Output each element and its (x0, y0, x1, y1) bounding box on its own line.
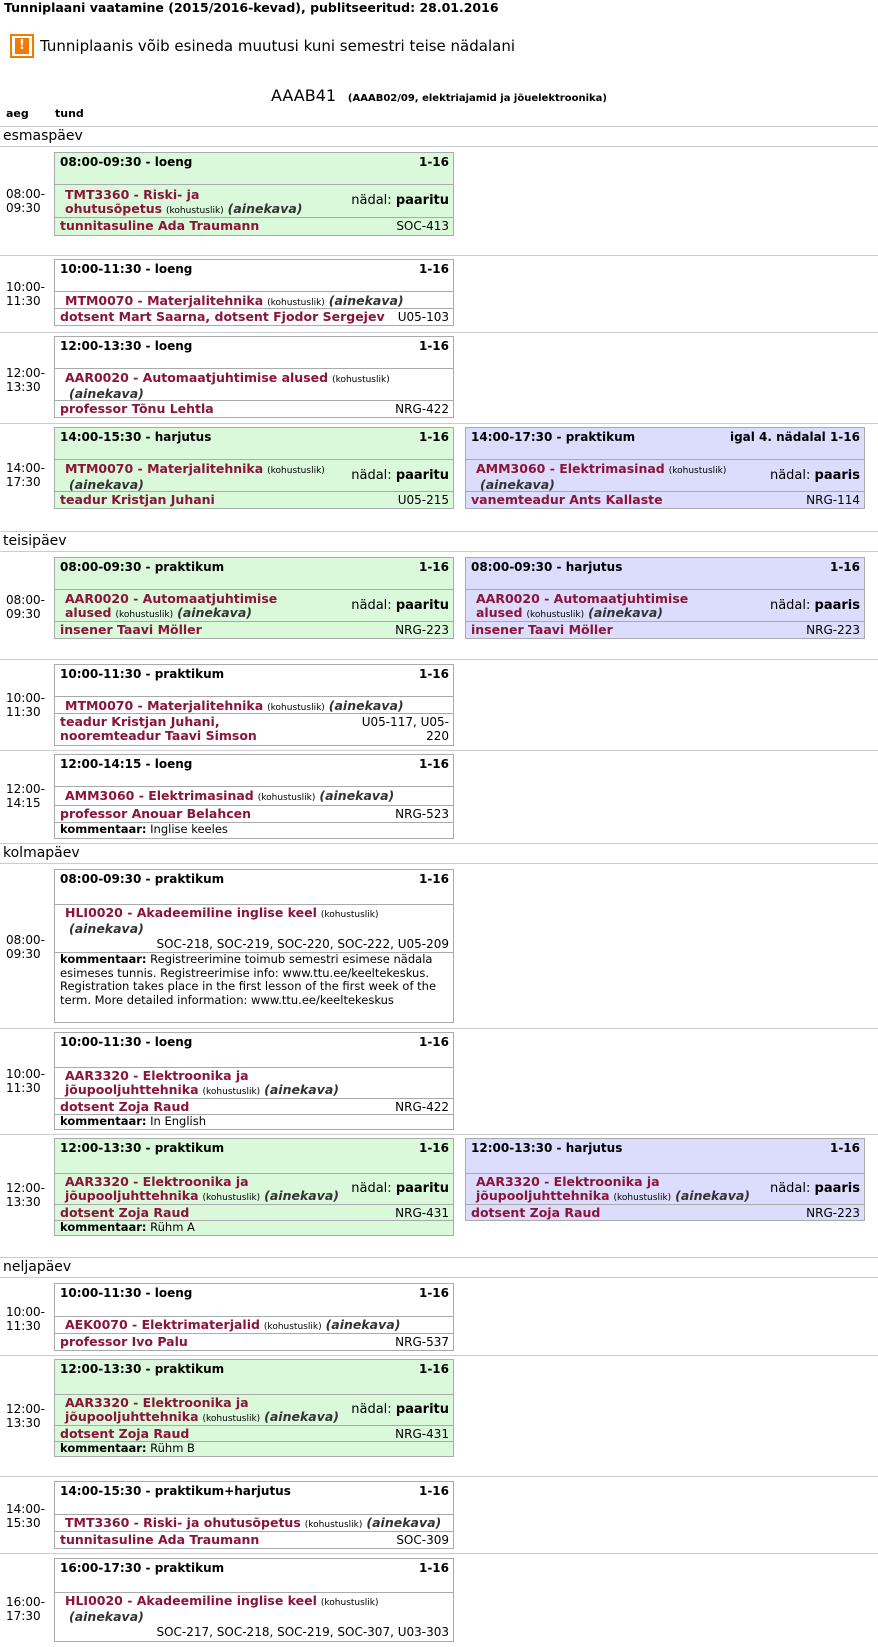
course-name: AAR3320 - Elektroonika ja jõupooljuhttehnika (kohustuslik) (ainekava) (65, 1395, 340, 1424)
lesson-card[interactable] (54, 664, 454, 746)
teacher-link[interactable]: dotsent Zoja Raud (60, 1426, 190, 1441)
course-name: MTM0070 - Materjalitehnika (kohustuslik) (ainekava) (65, 698, 404, 713)
lesson-card[interactable] (54, 1481, 454, 1549)
course-name: AAR3320 - Elektroonika ja jõupooljuhttehnika (kohustuslik) (ainekava) (65, 1068, 340, 1097)
room: SOC-218, SOC-219, SOC-220, SOC-222, U05-209 (156, 937, 449, 951)
course-plan-link[interactable]: (ainekava) (177, 605, 252, 620)
lesson-time-type: 10:00-11:30 - praktikum (60, 667, 225, 681)
week-parity: nädal: paaritu (351, 193, 449, 208)
lesson-time-type: 08:00-09:30 - loeng (60, 155, 193, 169)
course-link[interactable]: AMM3060 - Elektrimasinad (476, 461, 665, 476)
time-slot: 12:00- 13:30 (6, 1402, 45, 1430)
lesson-card[interactable] (465, 557, 865, 639)
course-plan-link[interactable]: (ainekava) (264, 1409, 340, 1424)
day-header-tuesday (0, 531, 878, 552)
lesson-weeks: 1-16 (418, 430, 449, 444)
room: NRG-523 (395, 807, 449, 821)
lesson-card[interactable] (54, 557, 454, 639)
course-plan-link[interactable]: (ainekava) (68, 386, 144, 401)
lesson-time-type: 08:00-09:30 - harjutus (471, 560, 623, 574)
course-plan-link[interactable]: (ainekava) (319, 788, 395, 803)
lesson-time-type: 16:00-17:30 - praktikum (60, 1561, 225, 1575)
day-label: esmaspäev (3, 128, 83, 144)
lesson-weeks: 1-16 (829, 1141, 860, 1155)
course-link[interactable]: AAR3320 - Elektroonika ja (476, 1174, 660, 1189)
course-plan-link[interactable]: (ainekava) (325, 1317, 401, 1332)
lesson-weeks: 1-16 (418, 1484, 449, 1498)
day-label: neljapäev (3, 1259, 72, 1275)
time-slot: 10:00- 11:30 (6, 691, 45, 719)
time-slot: 12:00- 14:15 (6, 782, 45, 810)
lesson-card[interactable] (54, 1558, 454, 1642)
room: U05-215 (397, 493, 449, 507)
lesson-card[interactable] (54, 1283, 454, 1351)
room: NRG-223 (806, 1206, 860, 1220)
lesson-time-type: 10:00-11:30 - loeng (60, 1035, 193, 1049)
time-slot: 10:00- 11:30 (6, 1305, 45, 1333)
course-plan-link[interactable]: (ainekava) (588, 605, 663, 620)
lesson-card[interactable] (54, 754, 454, 839)
notice-banner (10, 33, 515, 59)
teacher-link[interactable]: professor Ivo Palu (60, 1334, 188, 1349)
course-plan-link[interactable]: (ainekava) (264, 1082, 340, 1097)
room: SOC-217, SOC-218, SOC-219, SOC-307, U03-303 (156, 1625, 449, 1639)
lesson-comment: kommentaar: Inglise keeles (60, 822, 228, 836)
day-header-monday (0, 126, 878, 147)
course-plan-link[interactable]: (ainekava) (227, 201, 303, 216)
course-link[interactable]: HLI0020 - Akadeemiline inglise keel (65, 1593, 317, 1608)
time-slot: 14:00- 17:30 (6, 461, 45, 489)
lesson-card[interactable] (54, 1138, 454, 1236)
course-name: AAR0020 - Automaatjuhtimise alused (kohustuslik) (ainekava) (476, 591, 689, 620)
course-name: TMT3360 - Riski- ja ohutusõpetus (kohustuslik) (ainekava) (65, 187, 303, 216)
week-parity: nädal: paaritu (351, 468, 449, 483)
time-slot: 10:00- 11:30 (6, 1067, 45, 1095)
lesson-weeks: 1-16 (418, 262, 449, 276)
lesson-time-type: 14:00-15:30 - harjutus (60, 430, 212, 444)
course-name: TMT3360 - Riski- ja ohutusõpetus (kohustuslik) (ainekava) (65, 1515, 442, 1530)
course-name: AAR3320 - Elektroonika ja jõupooljuhttehnika (kohustuslik) (ainekava) (65, 1174, 340, 1203)
course-link[interactable]: TMT3360 - Riski- ja ohutusõpetus (65, 1515, 301, 1530)
room: SOC-309 (396, 1533, 449, 1547)
teacher-link[interactable]: teadur Kristjan Juhani, nooremteadur Taavi Simson (60, 714, 257, 743)
room: NRG-422 (395, 402, 449, 416)
time-slot: 08:00- 09:30 (6, 187, 45, 215)
day-header-wednesday (0, 843, 878, 864)
lesson-weeks: 1-16 (418, 155, 449, 169)
lesson-weeks: 1-16 (418, 339, 449, 353)
lesson-time-type: 12:00-13:30 - praktikum (60, 1362, 225, 1376)
course-link[interactable]: AAR3320 - Elektroonika ja (65, 1174, 249, 1189)
lesson-card[interactable] (54, 336, 454, 418)
room: NRG-223 (395, 623, 449, 637)
lesson-comment: kommentaar: Rühm A (60, 1220, 195, 1234)
course-link[interactable]: AAR3320 - Elektroonika ja (65, 1068, 249, 1083)
course-plan-link[interactable]: (ainekava) (366, 1515, 442, 1530)
lesson-weeks: 1-16 (829, 560, 860, 574)
course-plan-link[interactable]: (ainekava) (328, 293, 404, 308)
lesson-comment: kommentaar: In English (60, 1114, 207, 1128)
lesson-weeks: 1-16 (418, 1286, 449, 1300)
time-slot: 12:00- 13:30 (6, 1181, 45, 1209)
lesson-weeks: 1-16 (418, 872, 449, 886)
room: NRG-431 (395, 1206, 449, 1220)
time-slot: 10:00- 11:30 (6, 280, 45, 308)
column-header-time: aeg (6, 107, 29, 120)
time-slot: 16:00- 17:30 (6, 1595, 45, 1623)
teacher-link[interactable]: professor Anouar Belahcen (60, 806, 252, 821)
teacher-link[interactable]: vanemteadur Ants Kallaste (471, 492, 663, 507)
course-link[interactable]: TMT3360 - Riski- ja (65, 187, 200, 202)
week-parity: nädal: paaris (769, 598, 860, 613)
week-parity: nädal: paaris (769, 468, 860, 483)
lesson-card[interactable] (54, 869, 454, 1023)
course-name: AMM3060 - Elektrimasinad (kohustuslik) (ainekava) (65, 788, 395, 803)
course-name: AMM3060 - Elektrimasinad (kohustuslik) (ainekava) (476, 461, 727, 492)
lesson-time-type: 14:00-15:30 - praktikum+harjutus (60, 1484, 291, 1498)
room: SOC-413 (396, 219, 449, 233)
lesson-time-type: 14:00-17:30 - praktikum (471, 430, 636, 444)
course-link[interactable]: MTM0070 - Materjalitehnika (65, 461, 264, 476)
course-plan-link[interactable]: (ainekava) (479, 477, 555, 492)
room: NRG-114 (806, 493, 860, 507)
course-name: AAR0020 - Automaatjuhtimise alused (kohustuslik) (ainekava) (65, 370, 390, 401)
course-link[interactable]: AAR0020 - Automaatjuhtimise alused (65, 370, 329, 385)
course-name: AEK0070 - Elektrimaterjalid (kohustuslik) (ainekava) (65, 1317, 401, 1332)
lesson-card[interactable] (465, 1138, 865, 1221)
course-plan-link[interactable]: (ainekava) (68, 477, 144, 492)
lesson-time-type: 10:00-11:30 - loeng (60, 262, 193, 276)
course-name: HLI0020 - Akadeemiline inglise keel (kohustuslik) (ainekava) (65, 905, 379, 936)
teacher-link[interactable]: insener Taavi Möller (471, 622, 613, 637)
week-parity: nädal: paaritu (351, 1181, 449, 1196)
teacher-link[interactable]: dotsent Zoja Raud (60, 1205, 190, 1220)
course-plan-link[interactable]: (ainekava) (264, 1188, 340, 1203)
course-link[interactable]: AEK0070 - Elektrimaterjalid (65, 1317, 260, 1332)
teacher-link[interactable]: tunnitasuline Ada Traumann (60, 218, 260, 233)
lesson-comment: kommentaar: Registreerimine toimub semestri esimese nädala esimeses tunnis. Registreerimise info: www.ttu.ee/keeltekeskus. Registration takes place in the first lesson of the first week of the term. More detailed information: www.ttu.ee/keeltekeskus (60, 952, 437, 1007)
column-header-lesson: tund (55, 107, 84, 120)
room: U05-117, U05- 220 (361, 715, 449, 743)
teacher-link[interactable]: dotsent Zoja Raud (60, 1099, 190, 1114)
course-link[interactable]: AMM3060 - Elektrimasinad (65, 788, 254, 803)
lesson-comment: kommentaar: Rühm B (60, 1441, 195, 1455)
lesson-card[interactable] (54, 1032, 454, 1130)
lesson-weeks: 1-16 (418, 757, 449, 771)
teacher-link[interactable]: dotsent Zoja Raud (471, 1205, 601, 1220)
course-link[interactable]: MTM0070 - Materjalitehnika (65, 293, 264, 308)
lesson-card[interactable] (54, 152, 454, 236)
course-plan-link[interactable]: (ainekava) (675, 1188, 751, 1203)
teacher-link[interactable]: teadur Kristjan Juhani (60, 492, 215, 507)
course-plan-link[interactable]: (ainekava) (68, 1609, 144, 1624)
time-slot: 14:00- 15:30 (6, 1502, 45, 1530)
course-link[interactable]: MTM0070 - Materjalitehnika (65, 698, 264, 713)
course-name: AAR0020 - Automaatjuhtimise alused (kohustuslik) (ainekava) (65, 591, 278, 620)
course-name: MTM0070 - Materjalitehnika (kohustuslik) (ainekava) (65, 293, 404, 308)
lesson-card[interactable] (54, 259, 454, 326)
day-header-thursday (0, 1257, 878, 1278)
lesson-card[interactable] (465, 427, 865, 509)
teacher-link[interactable]: insener Taavi Möller (60, 622, 202, 637)
room: NRG-223 (806, 623, 860, 637)
lesson-weeks: 1-16 (418, 560, 449, 574)
lesson-time-type: 12:00-13:30 - loeng (60, 339, 193, 353)
course-link[interactable]: AAR0020 - Automaatjuhtimise (65, 591, 278, 606)
course-name: AAR3320 - Elektroonika ja jõupooljuhttehnika (kohustuslik) (ainekava) (476, 1174, 751, 1203)
group-code: AAAB41 (271, 86, 337, 105)
course-plan-link[interactable]: (ainekava) (328, 698, 404, 713)
week-parity: nädal: paaritu (351, 598, 449, 613)
time-slot: 08:00- 09:30 (6, 933, 45, 961)
course-name: HLI0020 - Akadeemiline inglise keel (kohustuslik) (ainekava) (65, 1593, 379, 1624)
lesson-card[interactable] (54, 427, 454, 509)
lesson-time-type: 12:00-13:30 - harjutus (471, 1141, 623, 1155)
room: NRG-537 (395, 1335, 449, 1349)
room: NRG-422 (395, 1100, 449, 1114)
group-subtitle: (AAAB02/09, elektriajamid ja jõuelektroonika) (347, 93, 607, 104)
lesson-weeks: 1-16 (418, 1561, 449, 1575)
day-label: teisipäev (3, 533, 67, 549)
teacher-link[interactable]: professor Tõnu Lehtla (60, 401, 214, 416)
lesson-weeks: 1-16 (418, 1141, 449, 1155)
lesson-time-type: 12:00-14:15 - loeng (60, 757, 193, 771)
week-parity: nädal: paaritu (351, 1402, 449, 1417)
lesson-weeks: 1-16 (418, 1035, 449, 1049)
warning-icon: ! (10, 34, 34, 58)
course-link[interactable]: HLI0020 - Akadeemiline inglise keel (65, 905, 317, 920)
lesson-weeks: igal 4. nädalal 1-16 (729, 430, 860, 444)
week-parity: nädal: paaris (769, 1181, 860, 1196)
lesson-time-type: 08:00-09:30 - praktikum (60, 872, 225, 886)
day-label: kolmapäev (3, 845, 80, 861)
notice-text: Tunniplaanis võib esineda muutusi kuni semestri teise nädalani (40, 37, 515, 55)
course-plan-link[interactable]: (ainekava) (68, 921, 144, 936)
teacher-link[interactable]: tunnitasuline Ada Traumann (60, 1532, 260, 1547)
page-title: Tunniplaani vaatamine (2015/2016-kevad), publitseeritud: 28.01.2016 (4, 0, 499, 15)
lesson-time-type: 12:00-13:30 - praktikum (60, 1141, 225, 1155)
group-header (0, 86, 878, 105)
room: U05-103 (397, 310, 449, 324)
lesson-time-type: 08:00-09:30 - praktikum (60, 560, 225, 574)
lesson-time-type: 10:00-11:30 - loeng (60, 1286, 193, 1300)
time-slot: 08:00- 09:30 (6, 593, 45, 621)
lesson-weeks: 1-16 (418, 1362, 449, 1376)
course-name: MTM0070 - Materjalitehnika (kohustuslik) (ainekava) (65, 461, 325, 492)
lesson-card[interactable] (54, 1359, 454, 1457)
course-link[interactable]: AAR3320 - Elektroonika ja (65, 1395, 249, 1410)
lesson-weeks: 1-16 (418, 667, 449, 681)
course-link[interactable]: AAR0020 - Automaatjuhtimise (476, 591, 689, 606)
teacher-link[interactable]: dotsent Mart Saarna, dotsent Fjodor Sergejev (60, 309, 385, 324)
room: NRG-431 (395, 1427, 449, 1441)
time-slot: 12:00- 13:30 (6, 366, 45, 394)
